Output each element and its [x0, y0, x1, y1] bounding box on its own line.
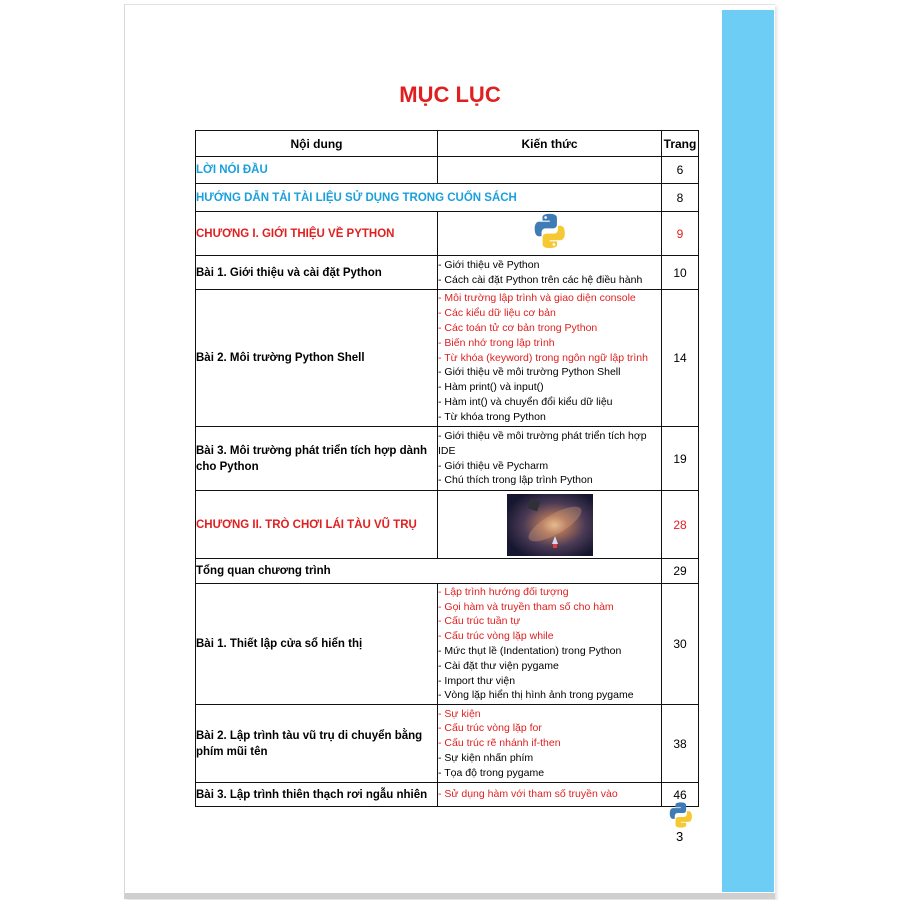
knowledge-item: - Các toán tử cơ bản trong Python [438, 322, 598, 334]
table-header-row [196, 131, 699, 157]
table-row [196, 491, 699, 559]
toc-entry: Bài 2. Lập trình tàu vũ trụ di chuyển bằng phím mũi tên [196, 705, 438, 783]
page-number: 30 [662, 584, 699, 705]
knowledge-item: - Import thư viện [438, 674, 516, 687]
page-number: 6 [662, 157, 699, 184]
knowledge-item: - Giới thiệu về môi trường phát triển tích hợp IDE [438, 429, 647, 457]
knowledge-item: - Giới thiệu về môi trường Python Shell [438, 366, 621, 379]
knowledge-item: - Các kiểu dữ liệu cơ bản [438, 307, 556, 320]
table-row [196, 783, 699, 807]
chapter-heading: CHƯƠNG I. GIỚI THIỆU VỀ PYTHON [196, 212, 438, 256]
knowledge-cell [438, 212, 662, 256]
knowledge-item: - Môi trường lập trình và giao diện console [438, 292, 636, 305]
knowledge-item: - Vòng lặp hiển thị hình ảnh trong pygame [438, 689, 634, 702]
page-number: 19 [662, 427, 699, 491]
table-row [196, 157, 699, 184]
toc-entry-cell [196, 184, 517, 212]
knowledge-cell [438, 491, 662, 559]
knowledge-cell [438, 157, 662, 184]
header-page: Trang [662, 131, 699, 157]
table-row [196, 184, 699, 212]
knowledge-item: - Gọi hàm và truyền tham số cho hàm [438, 600, 614, 613]
knowledge-item: - Biến nhớ trong lập trình [438, 336, 555, 349]
knowledge-item: - Cách cài đặt Python trên các hệ điều hành [438, 273, 643, 286]
page-footer-number: 3 [676, 829, 684, 844]
knowledge-item: - Cài đặt thư viện pygame [438, 659, 559, 672]
table-row [196, 584, 699, 705]
toc-entry: HƯỚNG DẪN TẢI TÀI LIỆU SỬ DỤNG TRONG CUỐN SÁCH [196, 191, 517, 204]
space-game-image [507, 494, 593, 556]
table-row [196, 559, 699, 584]
knowledge-item: - Từ khóa (keyword) trong ngôn ngữ lập trình [438, 351, 648, 364]
toc-entry: Bài 3. Lập trình thiên thạch rơi ngẫu nhiên [196, 783, 438, 807]
knowledge-item: - Sử dụng hàm với tham số truyền vào [438, 788, 618, 801]
toc-entry: Bài 2. Môi trường Python Shell [196, 290, 438, 427]
python-logo-icon [531, 212, 569, 250]
knowledge-item: - Giới thiệu về Pycharm [438, 459, 549, 472]
page-number: 14 [662, 290, 699, 427]
knowledge-item: - Hàm int() và chuyển đổi kiểu dữ liệu [438, 395, 613, 408]
knowledge-cell [438, 559, 662, 584]
knowledge-cell [438, 256, 662, 290]
toc-entry: LỜI NÓI ĐẦU [196, 157, 438, 184]
knowledge-cell [438, 584, 662, 705]
page-number: 46 [662, 783, 699, 807]
toc-entry: Bài 1. Giới thiệu và cài đặt Python [196, 256, 438, 290]
knowledge-item: - Cấu trúc vòng lặp while [438, 630, 554, 643]
toc-table [195, 130, 699, 807]
table-row [196, 256, 699, 290]
table-row [196, 290, 699, 427]
side-color-stripe [722, 10, 774, 892]
toc-entry: Bài 3. Môi trường phát triển tích hợp dành cho Python [196, 427, 438, 491]
page-title: MỤC LỤC [399, 82, 501, 107]
table-row [196, 212, 699, 256]
knowledge-item: - Cấu trúc vòng lặp for [438, 722, 542, 735]
knowledge-item: - Sự kiện [438, 707, 481, 720]
toc-entry: Tổng quan chương trình [196, 559, 438, 584]
toc-entry: Bài 1. Thiết lập cửa sổ hiển thị [196, 584, 438, 705]
knowledge-item: - Mức thụt lề (Indentation) trong Python [438, 645, 622, 657]
table-row [196, 427, 699, 491]
table-row [196, 705, 699, 783]
knowledge-cell [438, 427, 662, 491]
header-knowledge: Kiến thức [438, 131, 662, 157]
knowledge-item: - Cấu trúc tuần tự [438, 615, 521, 628]
page-number: 38 [662, 705, 699, 783]
page-number: 29 [662, 559, 699, 584]
page-number: 8 [662, 184, 699, 212]
header-content: Nội dung [196, 131, 438, 157]
knowledge-item: - Từ khóa trong Python [438, 410, 546, 423]
knowledge-item: - Tọa độ trong pygame [438, 766, 545, 779]
page-number: 10 [662, 256, 699, 290]
knowledge-cell [438, 290, 662, 427]
knowledge-cell [438, 705, 662, 783]
knowledge-item: - Giới thiệu về Python [438, 258, 540, 271]
knowledge-item: - Chú thích trong lập trình Python [438, 474, 593, 487]
knowledge-item: - Sự kiện nhấn phím [438, 751, 534, 764]
page-number: 28 [662, 491, 699, 559]
chapter-heading: CHƯƠNG II. TRÒ CHƠI LÁI TÀU VŨ TRỤ [196, 491, 438, 559]
knowledge-cell [438, 783, 662, 807]
python-logo-icon [667, 801, 695, 829]
knowledge-item: - Cấu trúc rẽ nhánh if-then [438, 737, 561, 750]
knowledge-item: - Hàm print() và input() [438, 381, 544, 394]
page-number: 9 [662, 212, 699, 256]
knowledge-item: - Lập trình hướng đối tượng [438, 585, 569, 598]
